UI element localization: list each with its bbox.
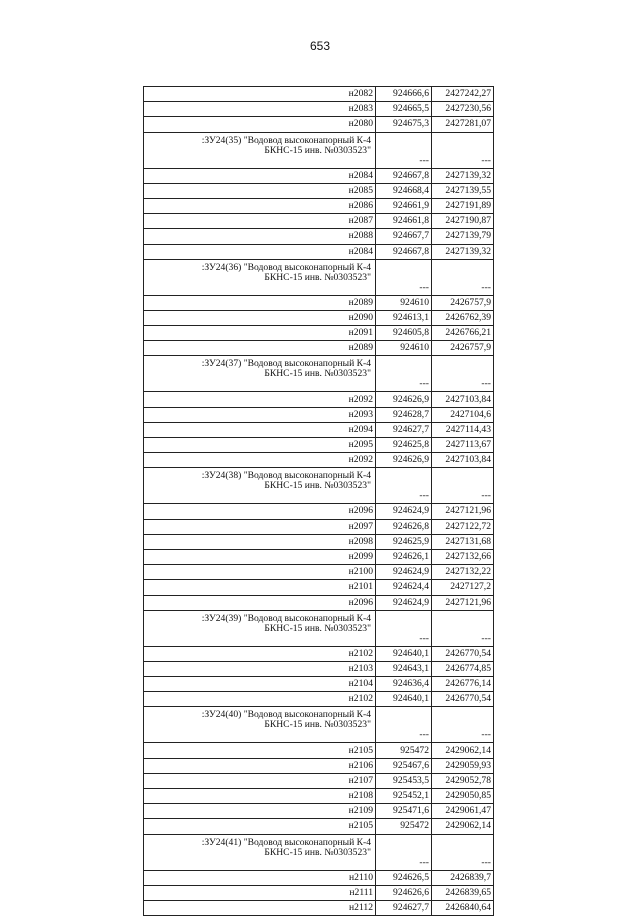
coordinate-x-cell: 924610 xyxy=(376,295,432,310)
parcel-name-line-2: БКНС-15 инв. №0303523" xyxy=(264,719,371,731)
table-row xyxy=(144,183,494,198)
parcel-name-line-2: БКНС-15 инв. №0303523" xyxy=(264,622,371,634)
parcel-name-cell xyxy=(144,259,376,295)
parcel-header-row xyxy=(144,356,494,392)
table-row xyxy=(144,677,494,692)
parcel-header-row xyxy=(144,132,494,168)
point-id-cell: н2105 xyxy=(144,743,376,758)
point-id-cell: н2102 xyxy=(144,692,376,707)
coordinate-x-cell: 924640,1 xyxy=(376,692,432,707)
empty-coordinate-y-cell: --- xyxy=(432,610,494,646)
table-row xyxy=(144,534,494,549)
table-row xyxy=(144,646,494,661)
point-id-cell: н2088 xyxy=(144,229,376,244)
coordinate-y-cell: 2427132,66 xyxy=(432,549,494,564)
parcel-name-line-1: :ЗУ24(36) "Водовод высоконапорный К-4 xyxy=(201,261,371,273)
coordinate-x-cell: 924675,3 xyxy=(376,117,432,132)
table-row xyxy=(144,453,494,468)
parcel-name-cell xyxy=(144,834,376,870)
table-row xyxy=(144,819,494,834)
point-id-cell: н2089 xyxy=(144,341,376,356)
table-row xyxy=(144,102,494,117)
parcel-name-cell xyxy=(144,610,376,646)
empty-coordinate-x-cell: --- xyxy=(376,259,432,295)
parcel-header-row xyxy=(144,707,494,743)
table-row xyxy=(144,885,494,900)
parcel-header-row xyxy=(144,834,494,870)
coordinate-x-cell: 924624,4 xyxy=(376,580,432,595)
coordinates-table-body xyxy=(144,87,494,916)
empty-coordinate-x-cell: --- xyxy=(376,834,432,870)
coordinate-y-cell: 2427242,27 xyxy=(432,87,494,102)
coordinate-x-cell: 924665,5 xyxy=(376,102,432,117)
coordinate-y-cell: 2426762,39 xyxy=(432,310,494,325)
point-id-cell: н2101 xyxy=(144,580,376,595)
coordinate-y-cell: 2429059,93 xyxy=(432,758,494,773)
table-row xyxy=(144,549,494,564)
point-id-cell: н2083 xyxy=(144,102,376,117)
point-id-cell: н2092 xyxy=(144,453,376,468)
coordinate-y-cell: 2427103,84 xyxy=(432,392,494,407)
table-row xyxy=(144,326,494,341)
point-id-cell: н2100 xyxy=(144,565,376,580)
coordinate-y-cell: 2426766,21 xyxy=(432,326,494,341)
point-id-cell: н2107 xyxy=(144,773,376,788)
coordinate-y-cell: 2426839,65 xyxy=(432,885,494,900)
point-id-cell: н2097 xyxy=(144,519,376,534)
coordinates-table xyxy=(143,86,494,916)
empty-coordinate-x-cell: --- xyxy=(376,610,432,646)
coordinate-y-cell: 2427122,72 xyxy=(432,519,494,534)
empty-coordinate-y-cell: --- xyxy=(432,834,494,870)
coordinate-y-cell: 2429062,14 xyxy=(432,743,494,758)
table-row xyxy=(144,310,494,325)
point-id-cell: н2096 xyxy=(144,504,376,519)
coordinate-y-cell: 2427281,07 xyxy=(432,117,494,132)
point-id-cell: н2098 xyxy=(144,534,376,549)
coordinate-x-cell: 924667,8 xyxy=(376,244,432,259)
table-row xyxy=(144,870,494,885)
coordinate-x-cell: 925471,6 xyxy=(376,804,432,819)
table-row xyxy=(144,504,494,519)
table-row xyxy=(144,519,494,534)
table-row xyxy=(144,438,494,453)
coordinate-y-cell: 2427230,56 xyxy=(432,102,494,117)
coordinate-x-cell: 925472 xyxy=(376,743,432,758)
parcel-name-line-1: :ЗУ24(41) "Водовод высоконапорный К-4 xyxy=(201,836,371,848)
table-row xyxy=(144,758,494,773)
coordinate-x-cell: 924624,9 xyxy=(376,565,432,580)
table-row xyxy=(144,743,494,758)
table-row xyxy=(144,900,494,915)
coordinate-x-cell: 924661,8 xyxy=(376,214,432,229)
coordinate-y-cell: 2429061,47 xyxy=(432,804,494,819)
coordinate-y-cell: 2427127,2 xyxy=(432,580,494,595)
empty-coordinate-y-cell: --- xyxy=(432,707,494,743)
parcel-name-line-1: :ЗУ24(39) "Водовод высоконапорный К-4 xyxy=(201,612,371,624)
point-id-cell: н2084 xyxy=(144,168,376,183)
empty-coordinate-y-cell: --- xyxy=(432,259,494,295)
table-row xyxy=(144,168,494,183)
table-row xyxy=(144,214,494,229)
point-id-cell: н2093 xyxy=(144,407,376,422)
table-row xyxy=(144,789,494,804)
coordinate-y-cell: 2427139,32 xyxy=(432,168,494,183)
table-row xyxy=(144,341,494,356)
parcel-name-cell xyxy=(144,468,376,504)
empty-coordinate-x-cell: --- xyxy=(376,468,432,504)
point-id-cell: н2092 xyxy=(144,392,376,407)
coordinate-x-cell: 924626,8 xyxy=(376,519,432,534)
coordinate-x-cell: 924626,1 xyxy=(376,549,432,564)
table-row xyxy=(144,661,494,676)
coordinate-x-cell: 924625,8 xyxy=(376,438,432,453)
point-id-cell: н2086 xyxy=(144,198,376,213)
table-row xyxy=(144,565,494,580)
coordinate-y-cell: 2427139,32 xyxy=(432,244,494,259)
point-id-cell: н2105 xyxy=(144,819,376,834)
coordinate-y-cell: 2427131,68 xyxy=(432,534,494,549)
coordinate-y-cell: 2426839,7 xyxy=(432,870,494,885)
coordinate-x-cell: 924667,7 xyxy=(376,229,432,244)
point-id-cell: н2084 xyxy=(144,244,376,259)
coordinate-x-cell: 924624,9 xyxy=(376,504,432,519)
coordinate-x-cell: 924628,7 xyxy=(376,407,432,422)
point-id-cell: н2102 xyxy=(144,646,376,661)
parcel-name-line-1: :ЗУ24(38) "Водовод высоконапорный К-4 xyxy=(201,470,371,482)
point-id-cell: н2080 xyxy=(144,117,376,132)
coordinate-x-cell: 924625,9 xyxy=(376,534,432,549)
point-id-cell: н2103 xyxy=(144,661,376,676)
point-id-cell: н2106 xyxy=(144,758,376,773)
parcel-name-line-1: :ЗУ24(37) "Водовод высоконапорный К-4 xyxy=(201,358,371,370)
table-row xyxy=(144,198,494,213)
coordinate-x-cell: 925472 xyxy=(376,819,432,834)
coordinate-y-cell: 2426770,54 xyxy=(432,692,494,707)
coordinate-y-cell: 2429052,78 xyxy=(432,773,494,788)
table-row xyxy=(144,804,494,819)
coordinate-y-cell: 2426757,9 xyxy=(432,295,494,310)
coordinate-y-cell: 2426840,64 xyxy=(432,900,494,915)
coordinate-x-cell: 924643,1 xyxy=(376,661,432,676)
point-id-cell: н2095 xyxy=(144,438,376,453)
point-id-cell: н2112 xyxy=(144,900,376,915)
coordinate-y-cell: 2427191,89 xyxy=(432,198,494,213)
point-id-cell: н2104 xyxy=(144,677,376,692)
point-id-cell: н2082 xyxy=(144,87,376,102)
parcel-name-cell xyxy=(144,707,376,743)
coordinate-x-cell: 925452,1 xyxy=(376,789,432,804)
coordinate-y-cell: 2427190,87 xyxy=(432,214,494,229)
coordinate-x-cell: 924666,6 xyxy=(376,87,432,102)
point-id-cell: н2085 xyxy=(144,183,376,198)
page-number: 653 xyxy=(309,39,331,53)
coordinate-y-cell: 2426776,14 xyxy=(432,677,494,692)
coordinate-y-cell: 2427121,96 xyxy=(432,504,494,519)
coordinate-y-cell: 2426757,9 xyxy=(432,341,494,356)
coordinate-y-cell: 2427113,67 xyxy=(432,438,494,453)
empty-coordinate-y-cell: --- xyxy=(432,132,494,168)
parcel-name-line-2: БКНС-15 инв. №0303523" xyxy=(264,144,371,156)
parcel-name-cell xyxy=(144,356,376,392)
parcel-name-line-2: БКНС-15 инв. №0303523" xyxy=(264,480,371,492)
table-row xyxy=(144,117,494,132)
coordinate-x-cell: 924626,5 xyxy=(376,870,432,885)
coordinate-y-cell: 2427121,96 xyxy=(432,595,494,610)
coordinate-y-cell: 2426770,54 xyxy=(432,646,494,661)
parcel-header-row xyxy=(144,259,494,295)
table-row xyxy=(144,595,494,610)
point-id-cell: н2108 xyxy=(144,789,376,804)
table-row xyxy=(144,295,494,310)
empty-coordinate-x-cell: --- xyxy=(376,707,432,743)
coordinate-x-cell: 924668,4 xyxy=(376,183,432,198)
parcel-name-line-1: :ЗУ24(35) "Водовод высоконапорный К-4 xyxy=(201,134,371,146)
coordinate-y-cell: 2426774,85 xyxy=(432,661,494,676)
parcel-header-row xyxy=(144,610,494,646)
table-row xyxy=(144,580,494,595)
table-row xyxy=(144,229,494,244)
parcel-header-row xyxy=(144,468,494,504)
coordinate-x-cell: 925453,5 xyxy=(376,773,432,788)
coordinate-y-cell: 2427139,55 xyxy=(432,183,494,198)
empty-coordinate-y-cell: --- xyxy=(432,356,494,392)
coordinate-x-cell: 924626,9 xyxy=(376,453,432,468)
point-id-cell: н2096 xyxy=(144,595,376,610)
parcel-name-line-2: БКНС-15 инв. №0303523" xyxy=(264,846,371,858)
coordinate-x-cell: 924627,7 xyxy=(376,422,432,437)
coordinate-x-cell: 924626,6 xyxy=(376,885,432,900)
coordinate-y-cell: 2427114,43 xyxy=(432,422,494,437)
coordinate-x-cell: 924627,7 xyxy=(376,900,432,915)
coordinate-y-cell: 2427139,79 xyxy=(432,229,494,244)
coordinate-x-cell: 924667,8 xyxy=(376,168,432,183)
empty-coordinate-x-cell: --- xyxy=(376,132,432,168)
coordinate-x-cell: 925467,6 xyxy=(376,758,432,773)
table-row xyxy=(144,407,494,422)
coordinate-y-cell: 2427104,6 xyxy=(432,407,494,422)
coordinate-y-cell: 2427103,84 xyxy=(432,453,494,468)
point-id-cell: н2089 xyxy=(144,295,376,310)
table-row xyxy=(144,692,494,707)
parcel-name-cell xyxy=(144,132,376,168)
table-row xyxy=(144,87,494,102)
parcel-name-line-2: БКНС-15 инв. №0303523" xyxy=(264,368,371,380)
point-id-cell: н2109 xyxy=(144,804,376,819)
table-row xyxy=(144,392,494,407)
coordinate-x-cell: 924605,8 xyxy=(376,326,432,341)
parcel-name-line-2: БКНС-15 инв. №0303523" xyxy=(264,271,371,283)
table-row xyxy=(144,244,494,259)
parcel-name-line-1: :ЗУ24(40) "Водовод высоконапорный К-4 xyxy=(201,709,371,721)
point-id-cell: н2087 xyxy=(144,214,376,229)
point-id-cell: н2090 xyxy=(144,310,376,325)
coordinate-x-cell: 924626,9 xyxy=(376,392,432,407)
table-row xyxy=(144,422,494,437)
coordinate-x-cell: 924613,1 xyxy=(376,310,432,325)
point-id-cell: н2099 xyxy=(144,549,376,564)
table-row xyxy=(144,773,494,788)
point-id-cell: н2110 xyxy=(144,870,376,885)
coordinate-y-cell: 2427132,22 xyxy=(432,565,494,580)
coordinate-x-cell: 924610 xyxy=(376,341,432,356)
coordinate-x-cell: 924636,4 xyxy=(376,677,432,692)
coordinate-x-cell: 924624,9 xyxy=(376,595,432,610)
point-id-cell: н2111 xyxy=(144,885,376,900)
coordinate-y-cell: 2429050,85 xyxy=(432,789,494,804)
coordinate-x-cell: 924661,9 xyxy=(376,198,432,213)
coordinate-y-cell: 2429062,14 xyxy=(432,819,494,834)
empty-coordinate-y-cell: --- xyxy=(432,468,494,504)
empty-coordinate-x-cell: --- xyxy=(376,356,432,392)
point-id-cell: н2094 xyxy=(144,422,376,437)
point-id-cell: н2091 xyxy=(144,326,376,341)
coordinate-x-cell: 924640,1 xyxy=(376,646,432,661)
